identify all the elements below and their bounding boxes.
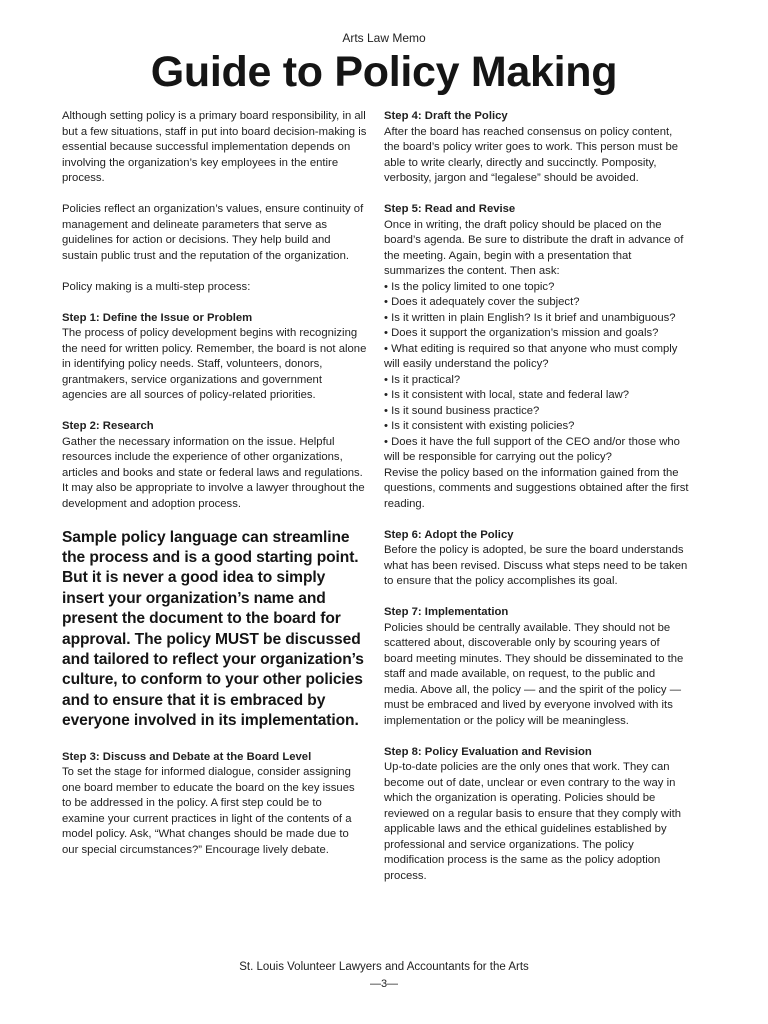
step-7-body: Policies should be centrally available. They should not be scattered about, discoverable only by scouring years of board meeting minutes. They should be disseminated to the staff and made available, on request, to the public and media. Above all, the policy — and the spirit of the policy — must be embraced and lived by everyone involved with its implementation or the policy will be meaningless. — [384, 621, 684, 727]
intro-paragraph-2: Policies reflect an organization’s values, ensure continuity of management and delineate parameters that serve as guidelines for action or decisions. They help build and sustain public trust and the reputation of the organization. — [62, 203, 364, 262]
step-8-title: Step 8: Policy Evaluation and Revision — [384, 745, 592, 758]
review-question: • Is it consistent with existing policies? — [384, 420, 575, 432]
step-1-section — [62, 311, 367, 404]
review-question: • Does it support the organization’s mission and goals? — [384, 327, 659, 339]
left-column — [62, 109, 367, 874]
step-4-section — [384, 109, 691, 187]
memo-kicker: Arts Law Memo — [342, 31, 426, 45]
step-1-body: The process of policy development begins with recognizing the need for written policy. Remember, the board is not alone in identifying policy needs. Staff, volunteers, donors, grantmakers, service organizations and government agencies are all sources of policy-related priorities. — [62, 327, 367, 401]
step-4-title: Step 4: Draft the Policy — [384, 110, 508, 122]
step-1-title: Step 1: Define the Issue or Problem — [62, 311, 253, 324]
review-question: • Does it adequately cover the subject? — [384, 296, 580, 308]
footer-organization: St. Louis Volunteer Lawyers and Accountants for the Arts — [239, 961, 529, 973]
review-question: • Is the policy limited to one topic? — [384, 280, 555, 293]
step-5-closing: Revise the policy based on the information gained from the questions, comments and suggestions obtained after the first reading. — [384, 466, 689, 510]
step-2-title: Step 2: Research — [62, 420, 154, 432]
review-question: • Is it practical? — [384, 373, 461, 386]
step-6-title: Step 6: Adopt the Policy — [384, 528, 514, 541]
intro-paragraph-3: Policy making is a multi-step process: — [62, 280, 251, 293]
step-5-section — [384, 202, 691, 512]
review-question: • Is it consistent with local, state and federal law? — [384, 389, 630, 401]
step-8-section — [384, 745, 691, 885]
review-question: • Is it sound business practice? — [384, 404, 540, 417]
right-column — [384, 109, 691, 900]
intro-paragraph-1: Although setting policy is a primary board responsibility, in all but a few situations, staff in put into board decision-making is essential because successful implementation depends on involving the organization’s key employees in the entire process. — [62, 110, 367, 184]
page-title: Guide to Policy Making — [150, 48, 618, 96]
step-5-body: Once in writing, the draft policy should be placed on the board’s agenda. Be sure to distribute the draft in advance of the meeting. Again, begin with a presentation that summarizes the content. Then ask: — [384, 218, 684, 277]
step-6-section — [384, 528, 691, 590]
pull-quote: Sample policy language can streamline the process and is a good starting point. But it is never a good idea to simply insert your organization’s name and present the document to the board for approval. The policy MUST be discussed and tailored to reflect your organization’s culture, to conform to your other policies and to ensure that it is embraced by everyone involved in its implementation. — [62, 528, 364, 730]
review-question: • Is it written in plain English? Is it brief and unambiguous? — [384, 311, 676, 324]
step-2-body: Gather the necessary information on the issue. Helpful resources include the experience of other organizations, articles and books and state or federal laws and regulations. It may also be appropriate to involve a lawyer throughout the development and adoption process. — [62, 435, 365, 510]
step-2-section — [62, 419, 367, 512]
step-3-body: To set the stage for informed dialogue, consider assigning one board member to educate the board on the key issues to be addressed in the policy. A first step could be to examine your current practices in light of the contents of a model policy. Ask, “What changes should be made due to our special circumstances?” Encourage lively debate. — [62, 766, 355, 856]
step-3-section — [62, 750, 367, 859]
step-7-title: Step 7: Implementation — [384, 606, 509, 618]
review-questions-list — [384, 280, 691, 466]
step-3-title: Step 3: Discuss and Debate at the Board Level — [62, 750, 312, 763]
page-number: —3— — [369, 978, 399, 990]
step-7-section — [384, 605, 691, 729]
review-question: • What editing is required so that anyone who must comply will easily understand the policy? — [384, 342, 678, 370]
review-question: • Does it have the full support of the CEO and/or those who will be responsible for carrying out the policy? — [384, 435, 680, 463]
step-8-body: Up-to-date policies are the only ones that work. They can become out of date, unclear or even contrary to the way in which the organization is operating. Policies should be reviewed on a regular basis to ensure that they comply with applicable laws and the ethical guidelines established by professional and service organizations. The policy modification process is the same as the policy adoption process. — [384, 761, 682, 882]
step-5-title: Step 5: Read and Revise — [384, 203, 516, 215]
step-4-body: After the board has reached consensus on policy content, the board’s policy writer goes to work. This person must be able to write clearly, directly and succinctly. Pomposity, verbosity, jargon and “legalese” should be avoided. — [384, 125, 679, 184]
step-6-body: Before the policy is adopted, be sure the board understands what has been revised. Discuss what steps need to be taken to ensure that the policy accomplishes its goal. — [384, 544, 688, 587]
